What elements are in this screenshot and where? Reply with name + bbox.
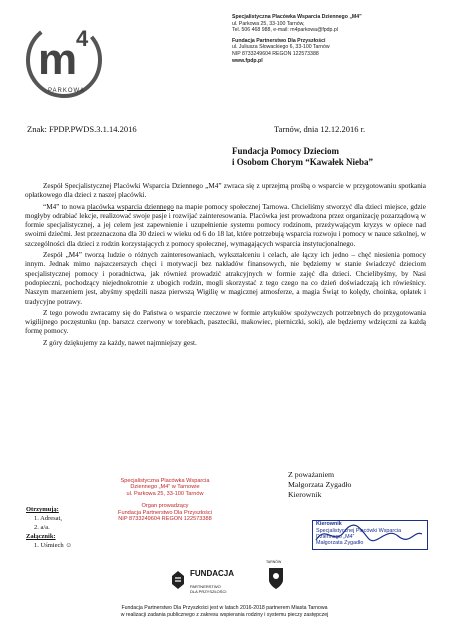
logo-superscript: 4 <box>76 26 89 51</box>
signoff <box>288 470 351 500</box>
logo-word: PARKOWA <box>48 88 86 94</box>
paragraph-1: Zespół Specjalistycznej Placówki Wsparcia Dziennego „M4” zwraca się z uprzejmą prośbą o wsparcie w przygotowaniu spotkania opłatkowego dla dzieci z naszej placówki. <box>25 182 426 200</box>
signer-name: Małgorzata Zygadło <box>288 480 352 489</box>
paragraph-4: Z tego powodu zwracamy się do Państwa o wsparcie rzeczowe w formie artykułów spożywczych potrzebnych do przygotowania wigilijnego poczęstunku (np. barszcz czerwony w torebkach, paszteciki, makowiec, pierniczki, soki), ale będziemy wdzięczni za każdą formę pomocy. <box>25 308 426 336</box>
org2-ids: NIP 8733249604 REGON 122573388 <box>232 50 319 57</box>
footer <box>8 605 441 619</box>
footer-line-2: w realizacji zadania publicznego z zakresu wspierania rodziny i systemu pieczy zastępczej <box>120 612 329 618</box>
city-label: TARNÓW <box>266 560 282 564</box>
received-label: Otrzymują: <box>26 506 59 513</box>
paragraph-5: Z góry dziękujemy za każdy, nawet najmniejszy gest. <box>43 338 197 347</box>
paragraph-3: Zespół „M4” tworzą ludzie o różnych zainteresowaniach, wykształceniu i celach, ale łączy ich jedno – chęć niesienia pomocy innym. Jednak mimo najszczerszych chęci i motywacji bez nakładów finansowych, nie będziemy w stanie świadczyć dzieciom specjalistycznej pomocy i poradnictwa, jak również prowadzić atrakcyjnych w formie zajęć dla dzieci. Chcielibyśmy, by Nasi podopieczni, pochodzący niejednokrotnie z ubogich rodzin, mogli skorzystać z tego czego na co dzień doświadczają ich rówieśnicy. Naszym marzeniem jest, abyśmy spędzili nasza pierwszą Wigilię w magicznej atmosferze, a magia Świąt to kolędy, choinka, opłatek i tradycyjne potrawy. <box>25 251 426 306</box>
recipient-line-1: Fundacja Pomocy Dzieciom <box>232 146 339 156</box>
city-crest-icon <box>268 566 284 590</box>
institution-stamp: Specjalistyczna Placówka Wsparcia Dziennego „M4” w Tarnowie ul. Parkowa 25, 33-100 Tarnów Organ prowadzący Fundacja Partnerstwo Dla Przyszłości NIP 8733249604 REGON 122573388 <box>118 478 212 523</box>
letterhead <box>232 14 362 64</box>
logo-letter: m <box>38 35 78 84</box>
recipient <box>232 146 373 168</box>
org2-web: www.fpdp.pl <box>232 57 263 64</box>
footer-line-1: Fundacja Partnerstwo Dla Przyszłości jest w latach 2016-2018 partnerem Miasta Tarnowa <box>121 605 328 611</box>
letter-date: Tarnów, dnia 12.12.2016 r. <box>274 124 366 134</box>
foundation-name: FUNDACJA <box>190 569 234 578</box>
signature-icon <box>312 522 426 548</box>
paragraph-2: “M4” to nowa placówka wsparcia dziennego na mapie pomocy społecznej Tarnowa. Chcieliśmy stworzyć dla dzieci miejsce, gdzie mogłyby odrabiać lekcje, realizować swoje pasje i rozwijać zainteresowania. Placówka jest prowadzona przez organizację pozarządową w formie specjalistycznej, a jej celem jest zapewnienie i uzupełnienie systemu pomocy rodzinom, przeżywającym kryzys w opiece nad swoimi dziećmi. Jest przeznaczona dla 30 dzieci w wieku od 6 do 18 lat, które potrzebują wsparcia rozwoju i pomocy w nauce szkolnej, w szczególności dla dzieci z rodzin korzystających z pomocy społecznej, wymagających wsparcia instytucjonalnego. <box>25 202 426 248</box>
reference-number: Znak: FPDP.PWDS.3.1.14.2016 <box>27 124 137 134</box>
closing: Z poważaniem <box>288 470 335 479</box>
org2-address: ul. Juliusza Słowackiego 6, 33-100 Tarnów <box>232 44 330 51</box>
org1-contact: Tel. 506 468 988, e-mail: m4parkowa@fpdp.pl <box>232 27 338 34</box>
org1-address: ul. Parkowa 25, 33-100 Tarnów, <box>232 20 305 27</box>
recipient-line-2: i Osobom Chorym “Kawałek Nieba” <box>232 157 374 167</box>
distribution-list: Otrzymują: 1. Adresat, 2. a/a. Załącznik: 1. Uśmiech ☺ <box>26 506 72 549</box>
foundation-subtitle: PARTNERSTWO DLA PRZYSZŁOŚCI <box>190 584 227 594</box>
underlined-phrase: placówka wsparcia dziennego <box>86 202 174 211</box>
org2-name: Fundacja Partnerstwo Dla Przyszłości <box>232 37 326 44</box>
org1-name: Specjalistyczna Placówka Wsparcia Dziennego „M4” <box>232 14 362 20</box>
attachment-label: Załącznik: <box>26 533 56 540</box>
signer-title: Kierownik <box>288 490 322 499</box>
foundation-logo-icon <box>170 570 186 590</box>
letter-body <box>25 182 426 350</box>
manager-stamp: Kierownik Specjalistycznej Placówki Wsparcia Dziennego „M4” Małgorzata Zygadło <box>312 520 428 550</box>
